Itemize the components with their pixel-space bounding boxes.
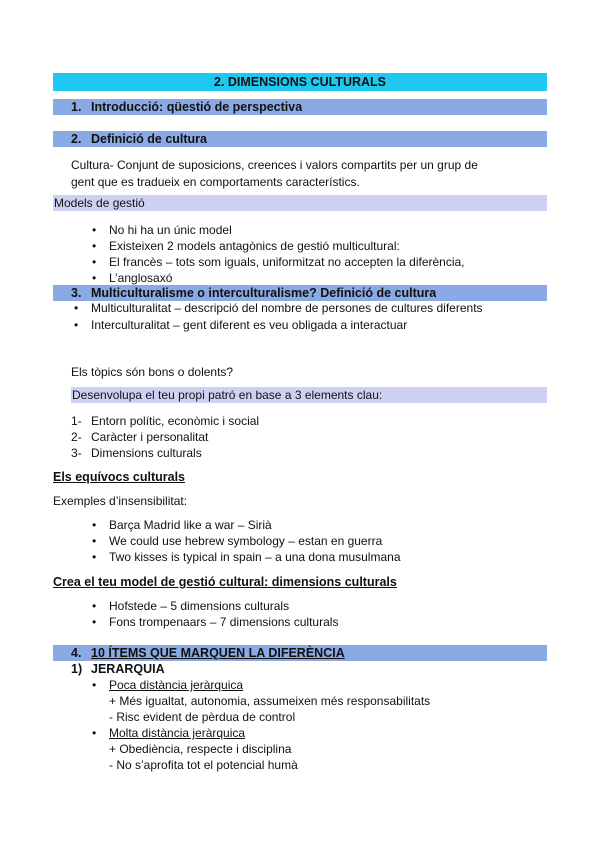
- jerarquia-number: 1): [71, 662, 83, 676]
- topics-question: Els tòpics són bons o dolents?: [71, 365, 234, 379]
- models-item-1: • No hi ha un únic model: [109, 222, 232, 238]
- poca-distancia-label: • Poca distància jeràrquica: [109, 677, 243, 693]
- models-item-4: • L’anglosaxó: [109, 270, 172, 286]
- section-3-number: 3.: [71, 286, 82, 300]
- pattern-item-1-number: 1-: [71, 414, 82, 428]
- section-4-title: 10 ÍTEMS QUE MARQUEN LA DIFERÈNCIA: [91, 646, 345, 660]
- poca-distancia-pro: + Més igualtat, autonomia, assumeixen més responsabilitats: [109, 694, 431, 708]
- model-item-2: • Fons trompenaars – 7 dimensions culturals: [109, 614, 338, 630]
- pattern-item-2-number: 2-: [71, 430, 82, 444]
- section-4-number: 4.: [71, 646, 82, 660]
- models-heading: Models de gestió: [54, 196, 145, 210]
- molta-distancia-con: - No s’aprofita tot el potencial humà: [109, 758, 298, 772]
- molta-distancia-label: • Molta distància jeràrquica: [109, 725, 245, 741]
- pattern-box-text: Desenvolupa el teu propi patró en base a 3 elements clau:: [72, 388, 383, 402]
- section-1-title: Introducció: qüestió de perspectiva: [91, 100, 303, 114]
- section-2-number: 2.: [71, 132, 82, 146]
- molta-distancia-pro: + Obediència, respecte i disciplina: [109, 742, 292, 756]
- pattern-item-3-number: 3-: [71, 446, 82, 460]
- section-3-item-1: • Multiculturalitat – descripció del nombre de persones de cultures diferents: [91, 300, 483, 316]
- model-item-1: • Hofstede – 5 dimensions culturals: [109, 598, 289, 614]
- insensibilitat-item-2: • We could use hebrew symbology – estan en guerra: [109, 533, 382, 549]
- section-3-item-2: • Interculturalitat – gent diferent es veu obligada a interactuar: [91, 317, 407, 333]
- insensibilitat-item-3: • Two kisses is typical in spain – a una dona musulmana: [109, 549, 401, 565]
- section-1-number: 1.: [71, 100, 82, 114]
- models-item-2: • Existeixen 2 models antagònics de gestió multicultural:: [109, 238, 400, 254]
- insensibilitat-item-1: • Barça Madrid like a war – Sirià: [109, 517, 272, 533]
- jerarquia-title: JERARQUIA: [91, 662, 165, 676]
- equivocs-heading: Els equívocs culturals: [53, 470, 185, 484]
- poca-distancia-con: - Risc evident de pèrdua de control: [109, 710, 296, 724]
- pattern-item-1-text: Entorn polític, econòmic i social: [91, 414, 260, 428]
- section-3-title: Multiculturalisme o interculturalisme? Definició de cultura: [91, 286, 437, 300]
- page-title: 2. DIMENSIONS CULTURALS: [214, 75, 386, 89]
- pattern-item-2-text: Caràcter i personalitat: [91, 430, 209, 444]
- model-heading: Crea el teu model de gestió cultural: dimensions culturals: [53, 575, 397, 589]
- models-item-3: • El francès – tots som iguals, uniformitzat no accepten la diferència,: [109, 254, 465, 270]
- pattern-item-3-text: Dimensions culturals: [91, 446, 202, 460]
- cultura-definition-line-1: Cultura- Conjunt de suposicions, creences i valors compartits per un grup de: [71, 158, 478, 172]
- section-2-title: Definició de cultura: [91, 132, 207, 146]
- cultura-definition-line-2: gent que es tradueix en comportaments característics.: [71, 175, 360, 189]
- insensibilitat-label: Exemples d’insensibilitat:: [53, 494, 188, 508]
